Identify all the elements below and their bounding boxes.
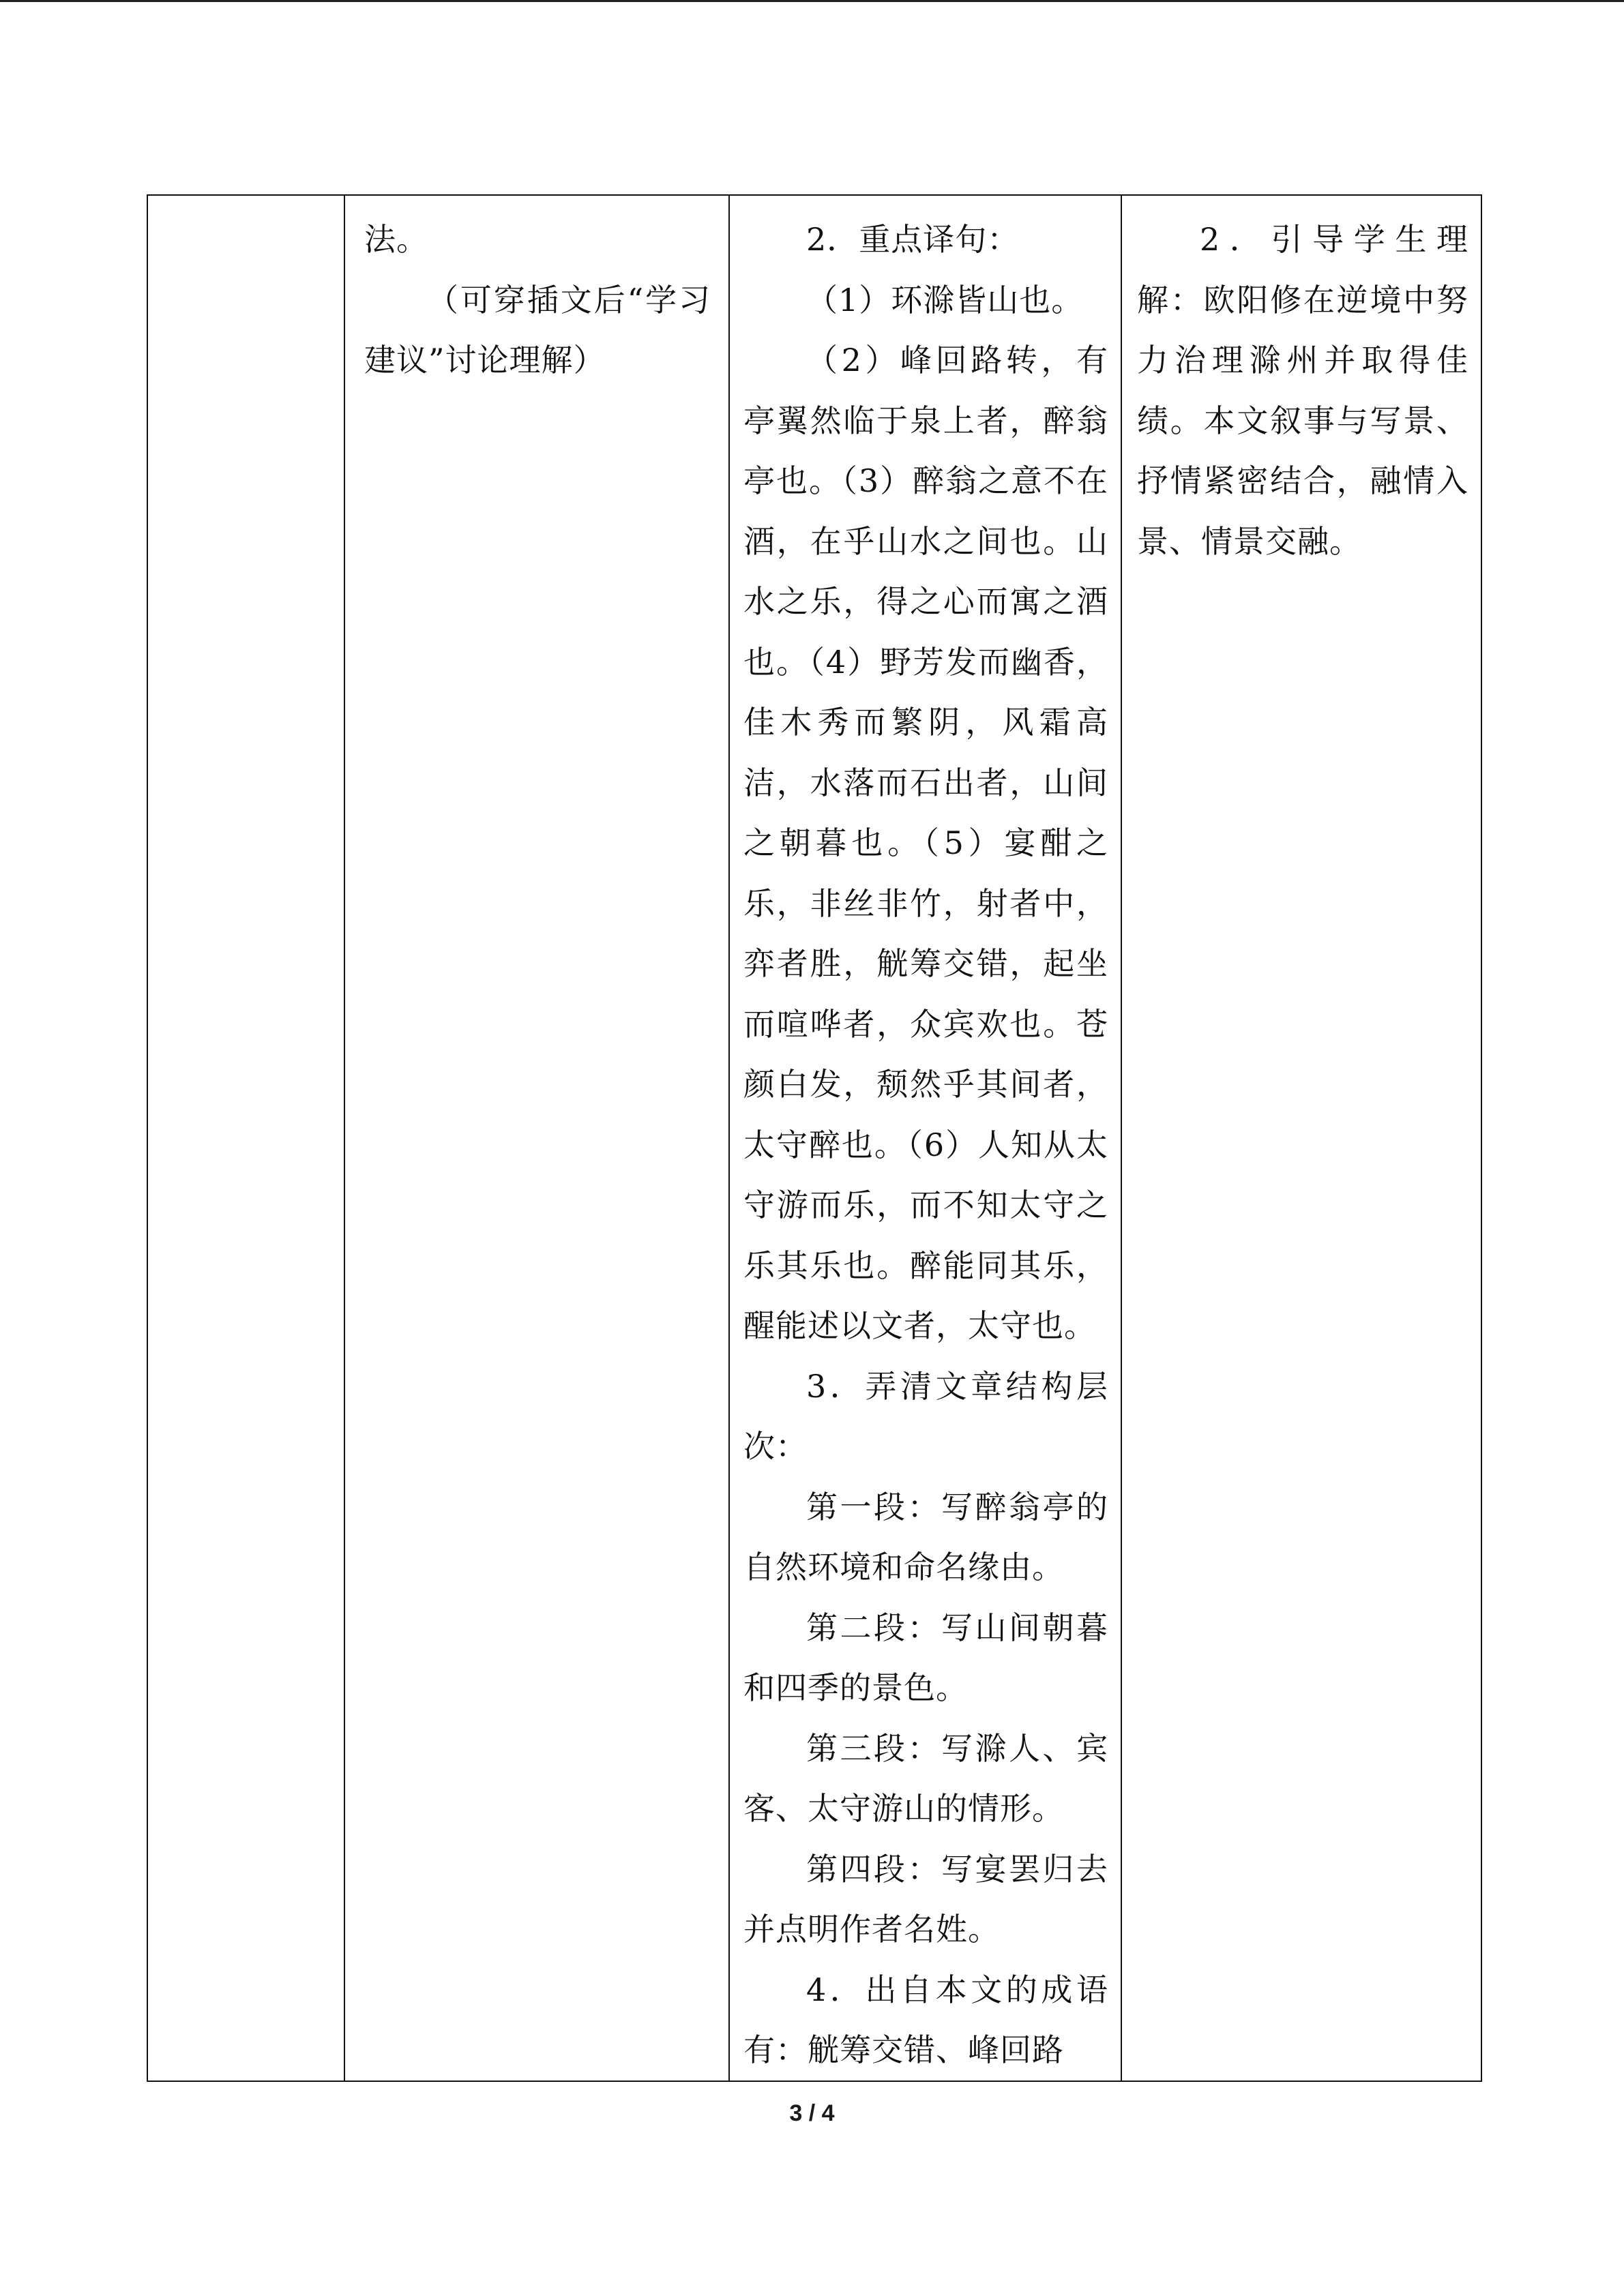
page-number: 3 / 4: [789, 2100, 835, 2126]
paragraph: 2．重点译句：: [806, 221, 1020, 258]
paragraph: 2．引导学生理解：欧阳修在逆境中努力治理滁州并取得佳绩。本文叙事与写景、抒情紧密结合，融情入景、情景交融。: [1137, 221, 1468, 560]
paragraph: （2）峰回路转，有亭翼然临于泉上者，醉翁亭也。（3）醉翁之意不在酒，在乎山水之间也。山水之乐，得之心而寓之酒也。（4）野芳发而幽香，佳木秀而繁阴，风霜高洁，水落而石出者，山间之朝暮也。（5）宴酣之乐，非丝非竹，射者中，弈者胜，觥筹交错，起坐而喧哗者，众宾欢也。苍颜白发，颓然乎其间者，太守醉也。（6）人知从太守游而乐，而不知太守之乐其乐也。醉能同其乐，醒能述以文者，太守也。: [743, 342, 1108, 1344]
lesson-plan-table: [147, 194, 1482, 2082]
paragraph: 第四段：写宴罢归去并点明作者名姓。: [743, 1850, 1108, 1948]
paragraph: （1）环滁皆山也。: [806, 281, 1084, 318]
paragraph: 第三段：写滁人、宾客、太守游山的情形。: [743, 1729, 1108, 1827]
paragraph: 第一段：写醉翁亭的自然环境和命名缘由。: [743, 1488, 1108, 1585]
paragraph: （可穿插文后“学习建议”讨论理解）: [364, 281, 711, 378]
paragraph: 3．弄清文章结构层次：: [743, 1367, 1108, 1465]
table-cell-column-1: [147, 195, 344, 2081]
paragraph: 4．出自本文的成语有：觥筹交错、峰回路: [743, 1971, 1108, 2068]
top-border-line: [0, 0, 1624, 2]
table-row: [147, 195, 1481, 2081]
paragraph: 第二段：写山间朝暮和四季的景色。: [743, 1609, 1108, 1706]
cell-content-column-3: [730, 196, 1121, 2081]
table-cell-column-2: [344, 195, 729, 2081]
paragraph: 法。: [364, 221, 428, 258]
table-cell-column-3: [729, 195, 1121, 2081]
cell-content-column-1: [148, 196, 344, 209]
cell-content-column-4: [1122, 196, 1481, 571]
cell-content-column-2: [345, 196, 728, 391]
table-cell-column-4: [1121, 195, 1481, 2081]
